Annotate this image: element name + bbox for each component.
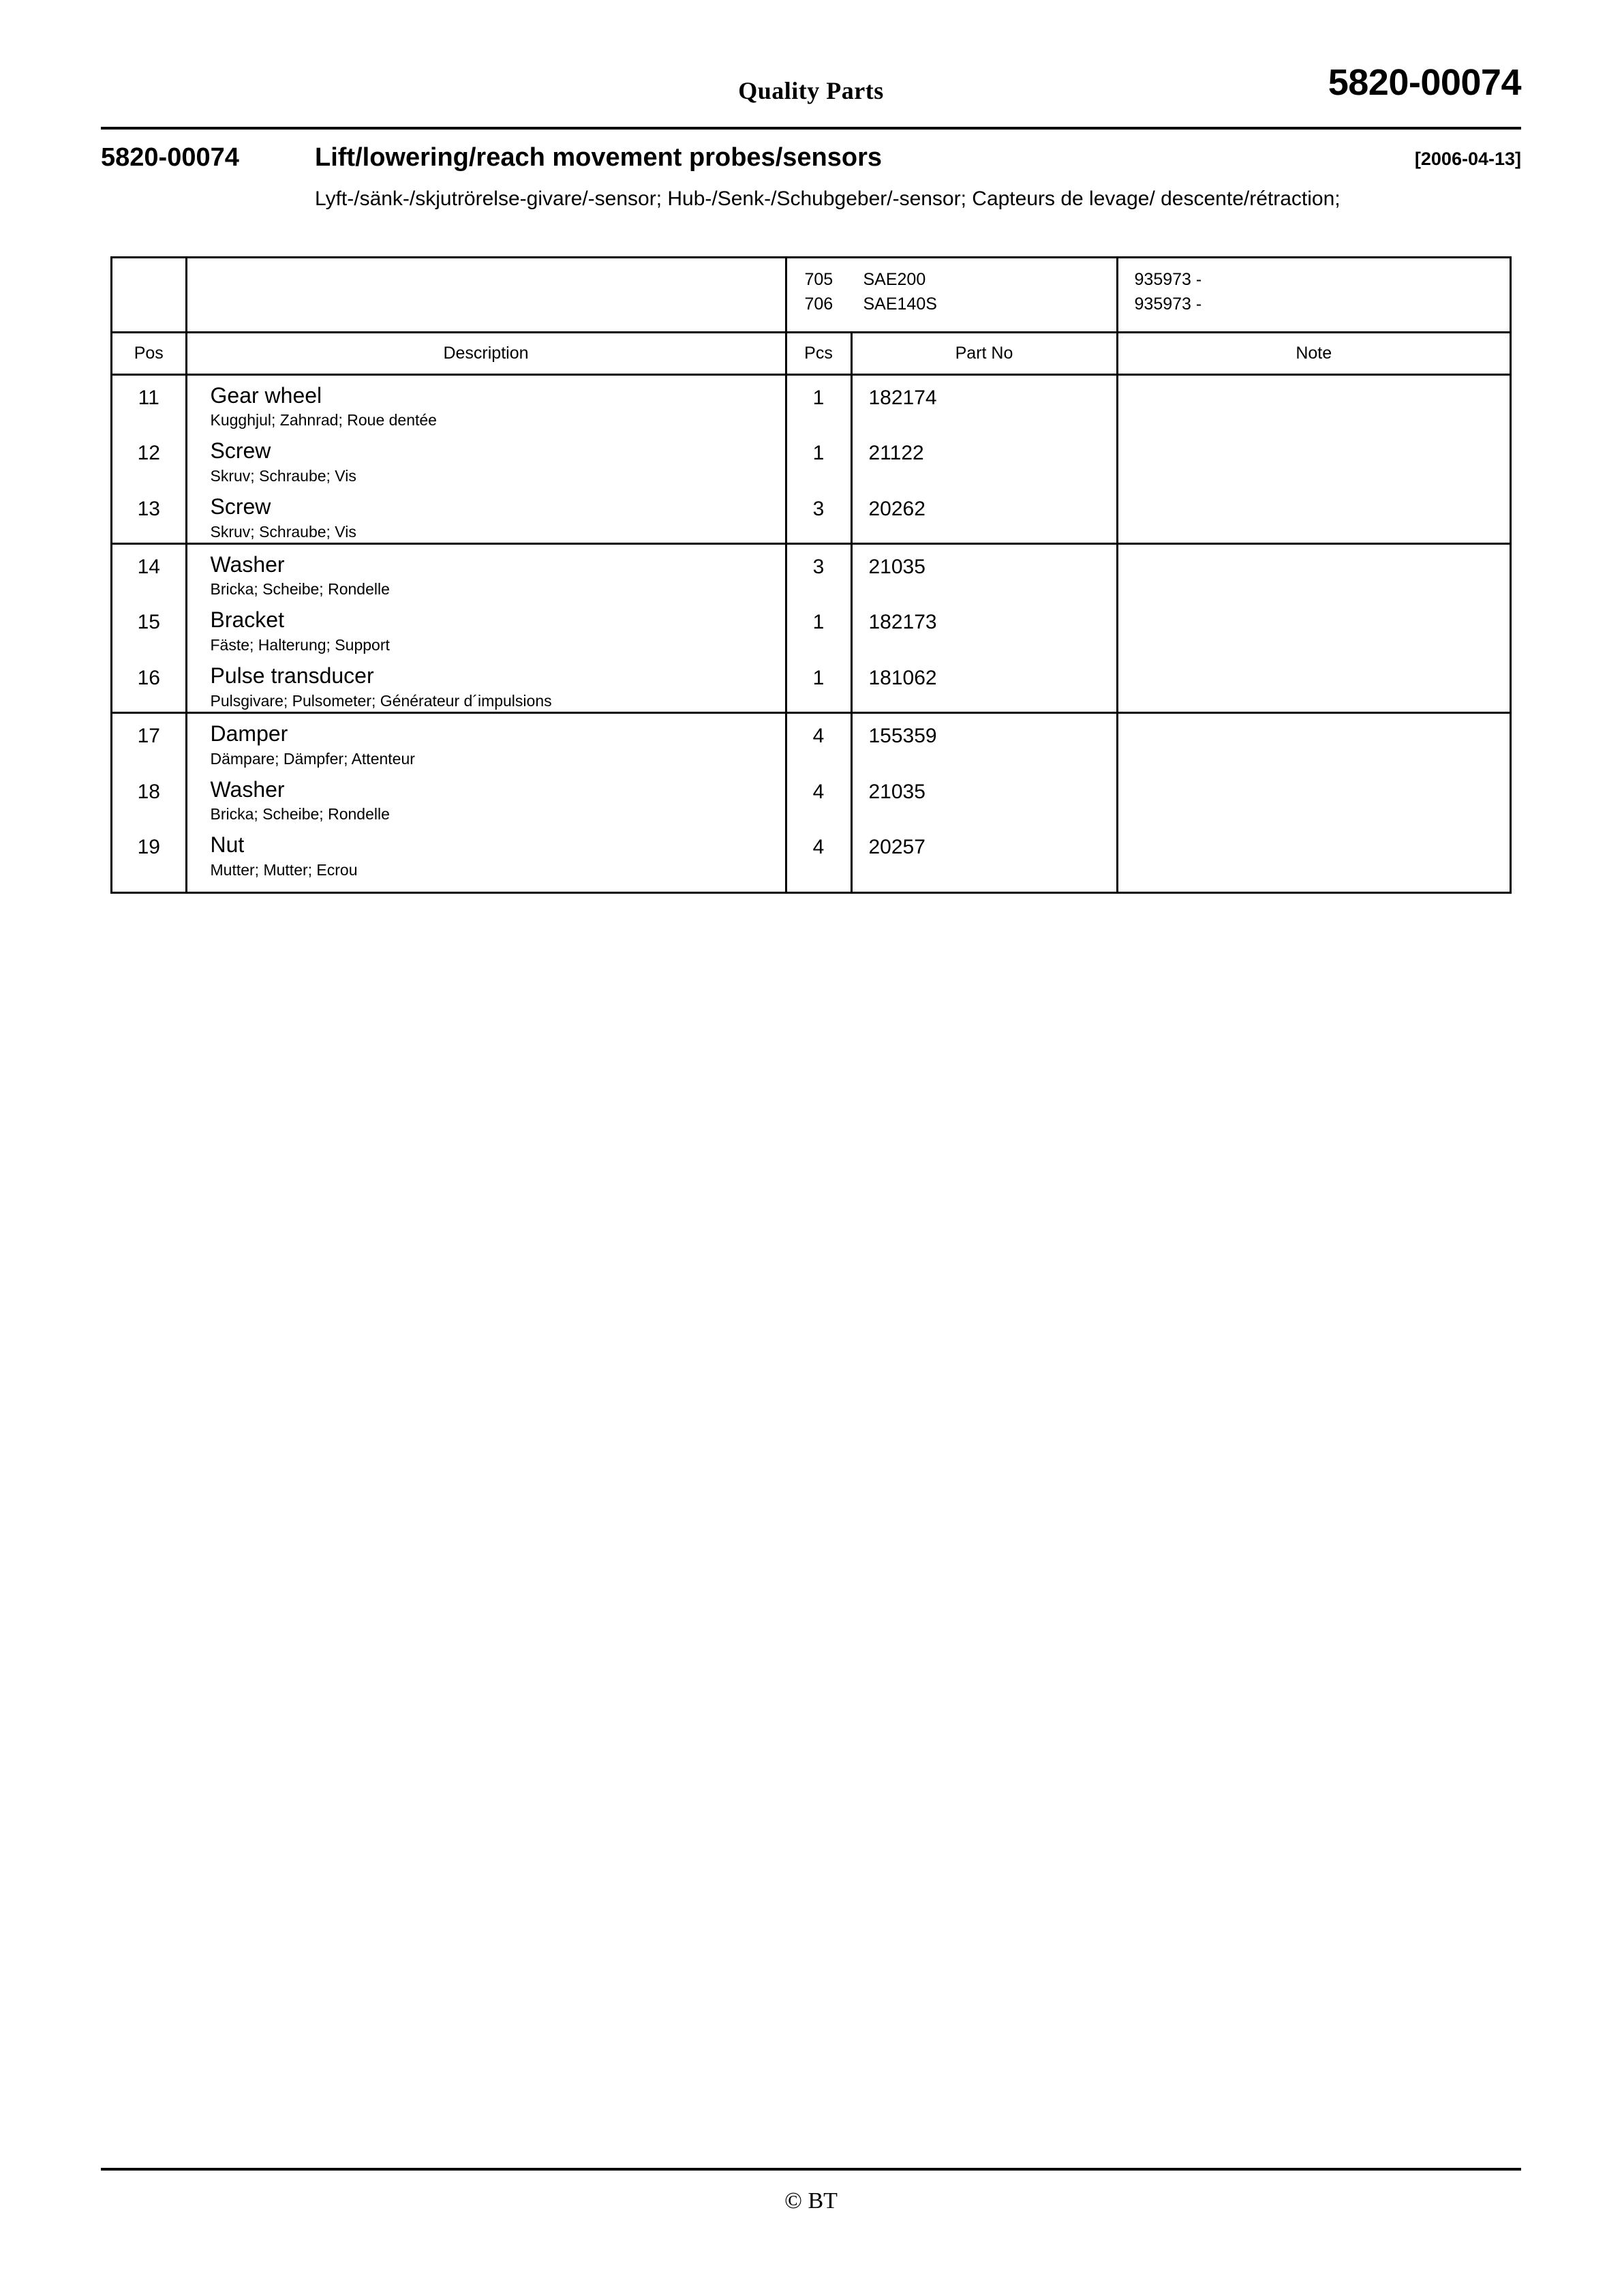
model-serials: [1117, 258, 1510, 332]
cell-pos: 19: [112, 825, 186, 892]
description-translations: Pulsgivare; Pulsometer; Générateur d´impulsions: [210, 691, 552, 710]
cell-description: [186, 374, 786, 431]
cell-description: [186, 712, 786, 769]
model-code-1: 705: [804, 270, 833, 289]
cell-part-no: 181062: [851, 656, 1117, 712]
cell-note: [1117, 374, 1510, 431]
cell-pcs: 1: [786, 431, 851, 487]
cell-part-no: 21035: [851, 770, 1117, 826]
cell-description: [186, 543, 786, 600]
model-line-1: [805, 268, 1116, 292]
cell-pos: 13: [112, 487, 186, 543]
table-row: [112, 431, 1510, 487]
description-main: Washer: [210, 776, 285, 802]
description-main: Screw: [210, 438, 271, 464]
table-row: [112, 600, 1510, 656]
cell-note: [1117, 600, 1510, 656]
cell-description: [186, 431, 786, 487]
column-header-pcs: Pcs: [786, 332, 851, 374]
title-block: [101, 143, 1521, 210]
cell-pos: 15: [112, 600, 186, 656]
model-header-row: [112, 258, 1510, 332]
cell-description: [186, 487, 786, 543]
description-main: Screw: [210, 494, 271, 519]
column-header-description: Description: [186, 332, 786, 374]
description-translations: Kugghjul; Zahnrad; Roue dentée: [210, 411, 437, 429]
cell-part-no: 182174: [851, 374, 1117, 431]
parts-table-container: [110, 256, 1512, 894]
cell-pcs: 3: [786, 543, 851, 600]
cell-pos: 11: [112, 374, 186, 431]
cell-part-no: 20257: [851, 825, 1117, 892]
cell-pcs: 3: [786, 487, 851, 543]
cell-note: [1117, 656, 1510, 712]
cell-pos: 16: [112, 656, 186, 712]
cell-pos: 12: [112, 431, 186, 487]
page-subtitle: Lyft-/sänk-/skjutrörelse-givare/-sensor; Hub-/Senk-/Schubgeber/-sensor; Capteurs de levage/ descente/rétraction;: [315, 187, 1341, 210]
footer-copyright: © BT: [784, 2188, 838, 2214]
section-code: 5820-00074: [101, 143, 239, 172]
cell-pcs: 1: [786, 600, 851, 656]
footer-divider: [101, 2168, 1521, 2171]
description-main: Pulse transducer: [210, 663, 374, 689]
cell-description: [186, 770, 786, 826]
cell-note: [1117, 431, 1510, 487]
model-blank-cell: [112, 258, 186, 332]
table-row: [112, 656, 1510, 712]
cell-note: [1117, 543, 1510, 600]
model-blank-cell-2: [186, 258, 786, 332]
table-row: [112, 770, 1510, 826]
cell-pos: 18: [112, 770, 186, 826]
model-line-2: [805, 292, 1116, 317]
description-translations: Bricka; Scheibe; Rondelle: [210, 580, 390, 599]
description-translations: Bricka; Scheibe; Rondelle: [210, 805, 390, 824]
description-main: Gear wheel: [210, 382, 322, 408]
table-row: [112, 712, 1510, 769]
cell-pos: 17: [112, 712, 186, 769]
cell-part-no: 182173: [851, 600, 1117, 656]
description-translations: Mutter; Mutter; Ecrou: [210, 861, 358, 879]
model-code-names: [786, 258, 1117, 332]
page-title: Lift/lowering/reach movement probes/sensors: [315, 143, 882, 172]
description-translations: Skruv; Schraube; Vis: [210, 467, 356, 485]
page-header: [101, 61, 1521, 124]
model-name-2: SAE140S: [863, 294, 937, 314]
model-serial-2: 935973 -: [1134, 294, 1202, 314]
table-row: [112, 487, 1510, 543]
cell-description: [186, 656, 786, 712]
column-header-pos: Pos: [112, 332, 186, 374]
cell-pcs: 4: [786, 770, 851, 826]
model-serial-1: 935973 -: [1134, 270, 1202, 289]
cell-part-no: 21035: [851, 543, 1117, 600]
header-center-title: Quality Parts: [738, 77, 884, 104]
cell-pcs: 1: [786, 374, 851, 431]
table-row: [112, 543, 1510, 600]
revision-date: [2006-04-13]: [1414, 149, 1521, 169]
cell-part-no: 21122: [851, 431, 1117, 487]
header-document-number: 5820-00074: [1328, 62, 1521, 103]
description-main: Washer: [210, 552, 285, 577]
description-main: Nut: [210, 832, 245, 858]
parts-table: [112, 258, 1510, 892]
title-row: [101, 143, 1521, 180]
table-row: [112, 825, 1510, 892]
cell-pcs: 4: [786, 712, 851, 769]
description-translations: Fäste; Halterung; Support: [210, 636, 390, 654]
cell-description: [186, 825, 786, 892]
table-row: [112, 374, 1510, 431]
column-header-part-no: Part No: [851, 332, 1117, 374]
cell-pcs: 1: [786, 656, 851, 712]
model-name-1: SAE200: [863, 270, 926, 289]
description-main: Bracket: [210, 607, 284, 633]
header-divider: [101, 127, 1521, 130]
cell-note: [1117, 825, 1510, 892]
column-header-note: Note: [1117, 332, 1510, 374]
model-code-2: 706: [804, 294, 833, 314]
cell-note: [1117, 712, 1510, 769]
cell-pcs: 4: [786, 825, 851, 892]
cell-pos: 14: [112, 543, 186, 600]
description-main: Damper: [210, 721, 288, 746]
description-translations: Dämpare; Dämpfer; Attenteur: [210, 749, 415, 768]
cell-part-no: 20262: [851, 487, 1117, 543]
table-column-header-row: [112, 332, 1510, 374]
cell-note: [1117, 770, 1510, 826]
description-translations: Skruv; Schraube; Vis: [210, 522, 356, 541]
cell-note: [1117, 487, 1510, 543]
cell-part-no: 155359: [851, 712, 1117, 769]
cell-description: [186, 600, 786, 656]
